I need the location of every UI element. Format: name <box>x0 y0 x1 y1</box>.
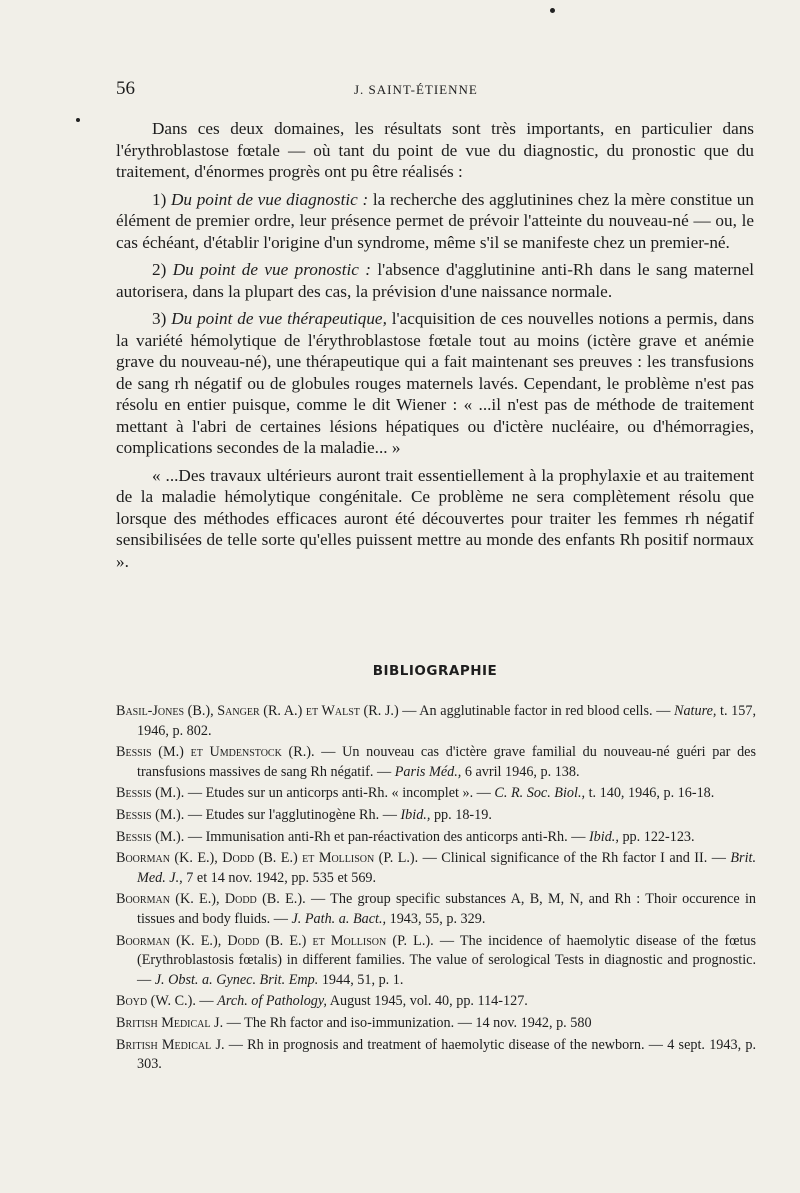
bibliography-entry <box>116 932 756 991</box>
paragraph-intro <box>116 118 754 183</box>
entry-title: — The Rh factor and iso-immunization. — 14 nov. 1942, p. 580 <box>223 1014 592 1031</box>
body-text <box>116 118 754 572</box>
entry-authors: Basil-Jones (B.), Sanger (R. A.) et Walst (R. J.) <box>116 703 399 719</box>
paragraph-text: l'acquisition de ces nouvelles notions a permis, dans la variété hémolytique de l'érythroblastose fœtale tout au moins (ictère grave et anémie grave du nouveau-né), une thérapeutique qui a fait maintenant ses preuves : les transfusions de sang rh négatif ou de globules rouges maternels lavés. Cependant, le problème n'est pas résolu en entier puisque, comme le dit Wiener : « ...il n'est pas de méthode de traitement mettant à l'abri de certaines lésions hépatiques ou d'ictère nucléaire, ou d'hémorragies, complications secondes de la maladie... » <box>116 309 755 457</box>
bibliography-entry <box>116 743 756 782</box>
entry-details: t. 157, 1946, p. 802. <box>137 703 756 739</box>
entry-authors: Bessis (M.). <box>116 828 185 845</box>
entry-details: t. 140, 1946, p. 16-18. <box>585 785 715 802</box>
page-number: 56 <box>116 78 135 99</box>
bibliography-entry <box>116 784 756 804</box>
bibliography-entry <box>116 828 756 848</box>
entry-title: — Un nouveau cas d'ictère grave familial du nouveau-né guéri par des transfusions massives de sang Rh négatif. — <box>137 744 756 780</box>
entry-title: — The group specific substances A, B, M, N, and Rh : Thoir occurence in tissues and body fluids. — <box>137 891 756 927</box>
entry-authors: Bessis (M.). <box>116 785 185 802</box>
page-header <box>116 78 756 102</box>
entry-title: — Etudes sur l'agglutinogène Rh. — <box>184 806 401 823</box>
bibliography-list <box>116 702 756 1077</box>
entry-authors: Boorman (K. E.), Dodd (B. E.) et Mollison (P. L.). <box>116 850 419 867</box>
entry-title: — <box>195 993 218 1010</box>
paragraph-lead: 2) <box>152 260 173 279</box>
entry-journal: J. Obst. a. Gynec. Brit. Emp. <box>154 971 319 988</box>
entry-title: — Rh in prognosis and treatment of haemolytic disease of the newborn. — 4 sept. 1943, p. 303. <box>137 1036 757 1073</box>
entry-journal: Arch. of Pathology, <box>217 993 327 1010</box>
bibliography-title: BIBLIOGRAPHIE <box>372 663 498 679</box>
entry-details: 6 avril 1946, p. 138. <box>461 763 580 780</box>
entry-authors: Boorman (K. E.), Dodd (B. E.). <box>116 891 306 908</box>
paragraph-diagnostic <box>116 189 754 254</box>
bibliography-entry <box>116 890 756 929</box>
entry-authors: Bessis (M.). <box>116 806 185 823</box>
bibliography-entry <box>116 849 756 888</box>
entry-authors: Boyd (W. C.). <box>116 993 196 1010</box>
paragraph-text: « ...Des travaux ultérieurs auront trait essentiellement à la prophylaxie et au traitement de la maladie hémolytique congénitale. Ce problème ne sera complètement résolu que lorsque des méthodes efficaces auront été découvertes pour traiter les femmes rh négatif sensibilisées de telle sorte qu'elles puissent mettre au monde des enfants Rh positif normaux ». <box>116 465 754 571</box>
bibliography-entry <box>116 702 756 741</box>
paragraph-therapeutique <box>116 308 754 459</box>
entry-details: pp. 122-123. <box>618 828 695 845</box>
paragraph-pronostic <box>116 259 754 302</box>
paragraph-text: la recherche des agglutinines chez la mère constitue un élément de premier ordre, leur présence permet de prévoir l'atteinte du nouveau-né — ou, le cas échéant, d'établir l'origine d'un syndrome, même s'il se manifeste chez un premier-né. <box>116 189 754 252</box>
bibliography-entry <box>116 1036 756 1075</box>
entry-details: pp. 18-19. <box>430 806 492 823</box>
entry-journal: Ibid., <box>588 828 619 845</box>
entry-title: — Immunisation anti-Rh et pan-réactivation des anticorps anti-Rh. — <box>184 828 589 845</box>
entry-title: — An agglutinable factor in red blood cells. — <box>398 703 674 719</box>
entry-details: 7 et 14 nov. 1942, pp. 535 et 569. <box>182 869 377 886</box>
entry-journal: J. Path. a. Bact., <box>291 910 387 927</box>
ink-speck <box>76 118 80 122</box>
entry-authors: British Medical J. <box>116 1036 225 1053</box>
entry-authors: Boorman (K. E.), Dodd (B. E.) et Mollison (P. L.). <box>116 932 434 949</box>
paragraph-heading: Du point de vue pronostic : <box>172 260 372 279</box>
entry-journal: Brit. Med. J., <box>137 850 756 886</box>
entry-journal: Paris Méd., <box>394 763 462 780</box>
entry-journal: C. R. Soc. Biol., <box>494 785 586 802</box>
paragraph-lead: 1) <box>152 189 172 209</box>
entry-authors: British Medical J. <box>116 1014 224 1031</box>
entry-journal: Ibid., <box>400 806 431 823</box>
entry-journal: Nature, <box>674 703 717 719</box>
bibliography-entry <box>116 806 756 826</box>
bibliography-entry <box>116 1014 756 1034</box>
paragraph-text: l'absence d'agglutinine anti-Rh dans le sang maternel autorisera, dans la plupart des cas, la prévision d'une naissance normale. <box>116 260 755 301</box>
paragraph-quote <box>116 465 754 573</box>
entry-title: — Clinical significance of the Rh factor I and II. — <box>418 850 731 867</box>
entry-authors: Bessis (M.) et Umdenstock (R.). <box>116 744 315 761</box>
bibliography-entry <box>116 992 756 1012</box>
entry-title: — The incidence of haemolytic disease of the fœtus (Erythroblastosis fœtalis) in different families. The value of serological Tests in diagnostic and prognostic. — <box>137 932 756 988</box>
paragraph-lead: 3) <box>152 309 172 328</box>
paragraph-heading: Du point de vue thérapeutique, <box>171 309 387 328</box>
paragraph-text: Dans ces deux domaines, les résultats sont très importants, en particulier dans l'érythroblastose fœtale — où tant du point de vue du diagnostic, du pronostic que du traitement, d'énormes progrès ont pu être réalisés : <box>116 119 754 181</box>
entry-details: 1944, 51, p. 1. <box>318 971 404 988</box>
paragraph-heading: Du point de vue diagnostic : <box>171 189 369 209</box>
entry-title: — Etudes sur un anticorps anti-Rh. « incomplet ». — <box>184 785 495 802</box>
entry-details: August 1945, vol. 40, pp. 114-127. <box>326 993 528 1010</box>
ink-speck <box>550 8 555 13</box>
running-head: J. SAINT-ÉTIENNE <box>354 82 478 97</box>
entry-details: 1943, 55, p. 329. <box>386 910 486 927</box>
